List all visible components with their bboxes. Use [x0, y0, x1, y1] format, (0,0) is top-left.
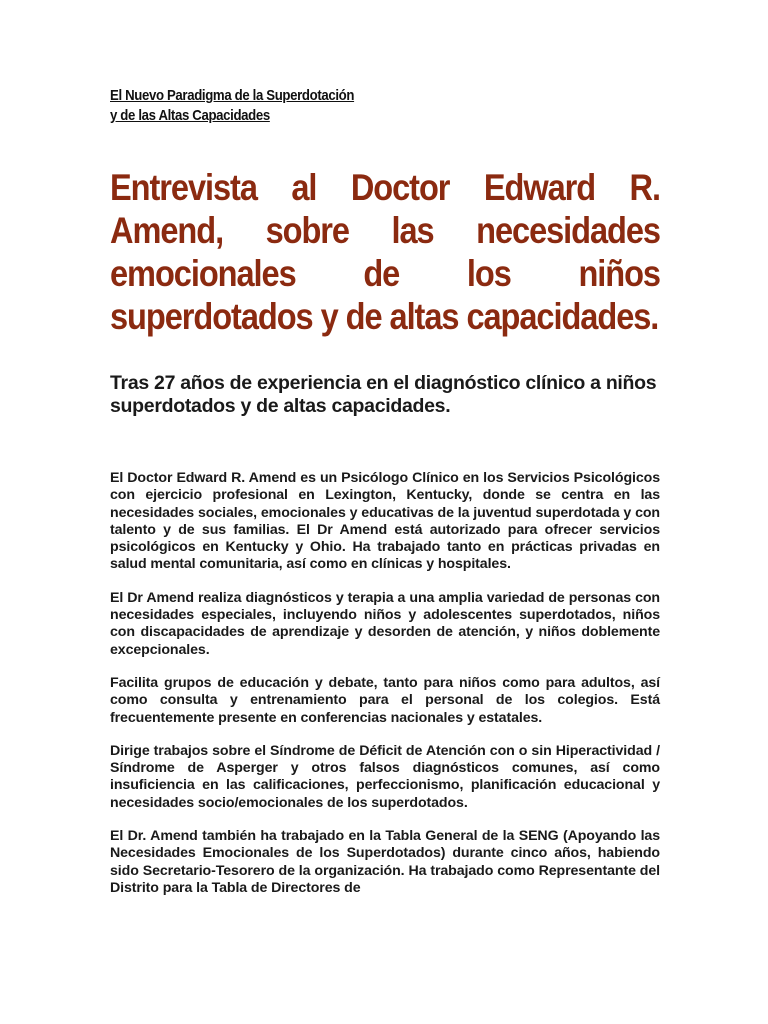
paragraph-1: El Doctor Edward R. Amend es un Psicólogo Clínico en los Servicios Psicológicos con ejercicio profesional en Lexington, Kentucky, donde se centra en las necesidades sociales, emocionales y educativas de la juventud superdotada y con talento y de sus familias. El Dr Amend está autorizado para ofrecer servicios psicológicos en Kentucky y Ohio. Ha trabajado tanto en prácticas privadas en salud mental comunitaria, así como en clínicas y hospitales.: [110, 470, 660, 573]
series-title-line-2: y de las Altas Capacidades: [110, 107, 270, 124]
series-header: [110, 86, 660, 126]
document-page: [110, 86, 660, 913]
paragraph-3: Facilita grupos de educación y debate, tanto para niños como para adultos, así como consulta y entrenamiento para el personal de los colegios. Está frecuentemente presente en conferencias nacionales y estatales.: [110, 674, 660, 726]
paragraph-5: El Dr. Amend también ha trabajado en la Tabla General de la SENG (Apoyando las Necesidades Emocionales de los Superdotados) durante cinco años, habiendo sido Secretario-Tesorero de la organización. Ha trabajado como Representante del Distrito para la Tabla de Directores de: [110, 828, 660, 896]
article-body: [110, 470, 660, 897]
series-title-line-1: El Nuevo Paradigma de la Superdotación: [110, 87, 355, 104]
article-title: Entrevista al Doctor Edward R. Amend, sobre las necesidades emocionales de los niños superdotados y de altas capacidades.: [110, 167, 660, 337]
article-subtitle: Tras 27 años de experiencia en el diagnóstico clínico a niños superdotados y de altas capacidades.: [110, 372, 657, 417]
paragraph-4: Dirige trabajos sobre el Síndrome de Déficit de Atención con o sin Hiperactividad / Síndrome de Asperger y otros falsos diagnósticos comunes, así como insuficiencia en las calificaciones, perfeccionismo, planificación educacional y necesidades socio/emocionales de los superdotados.: [110, 742, 660, 811]
paragraph-2: El Dr Amend realiza diagnósticos y terapia a una amplia variedad de personas con necesidades especiales, incluyendo niños y adolescentes superdotados, niños con discapacidades de aprendizaje y desorden de atención, y niños doblemente excepcionales.: [110, 589, 660, 658]
